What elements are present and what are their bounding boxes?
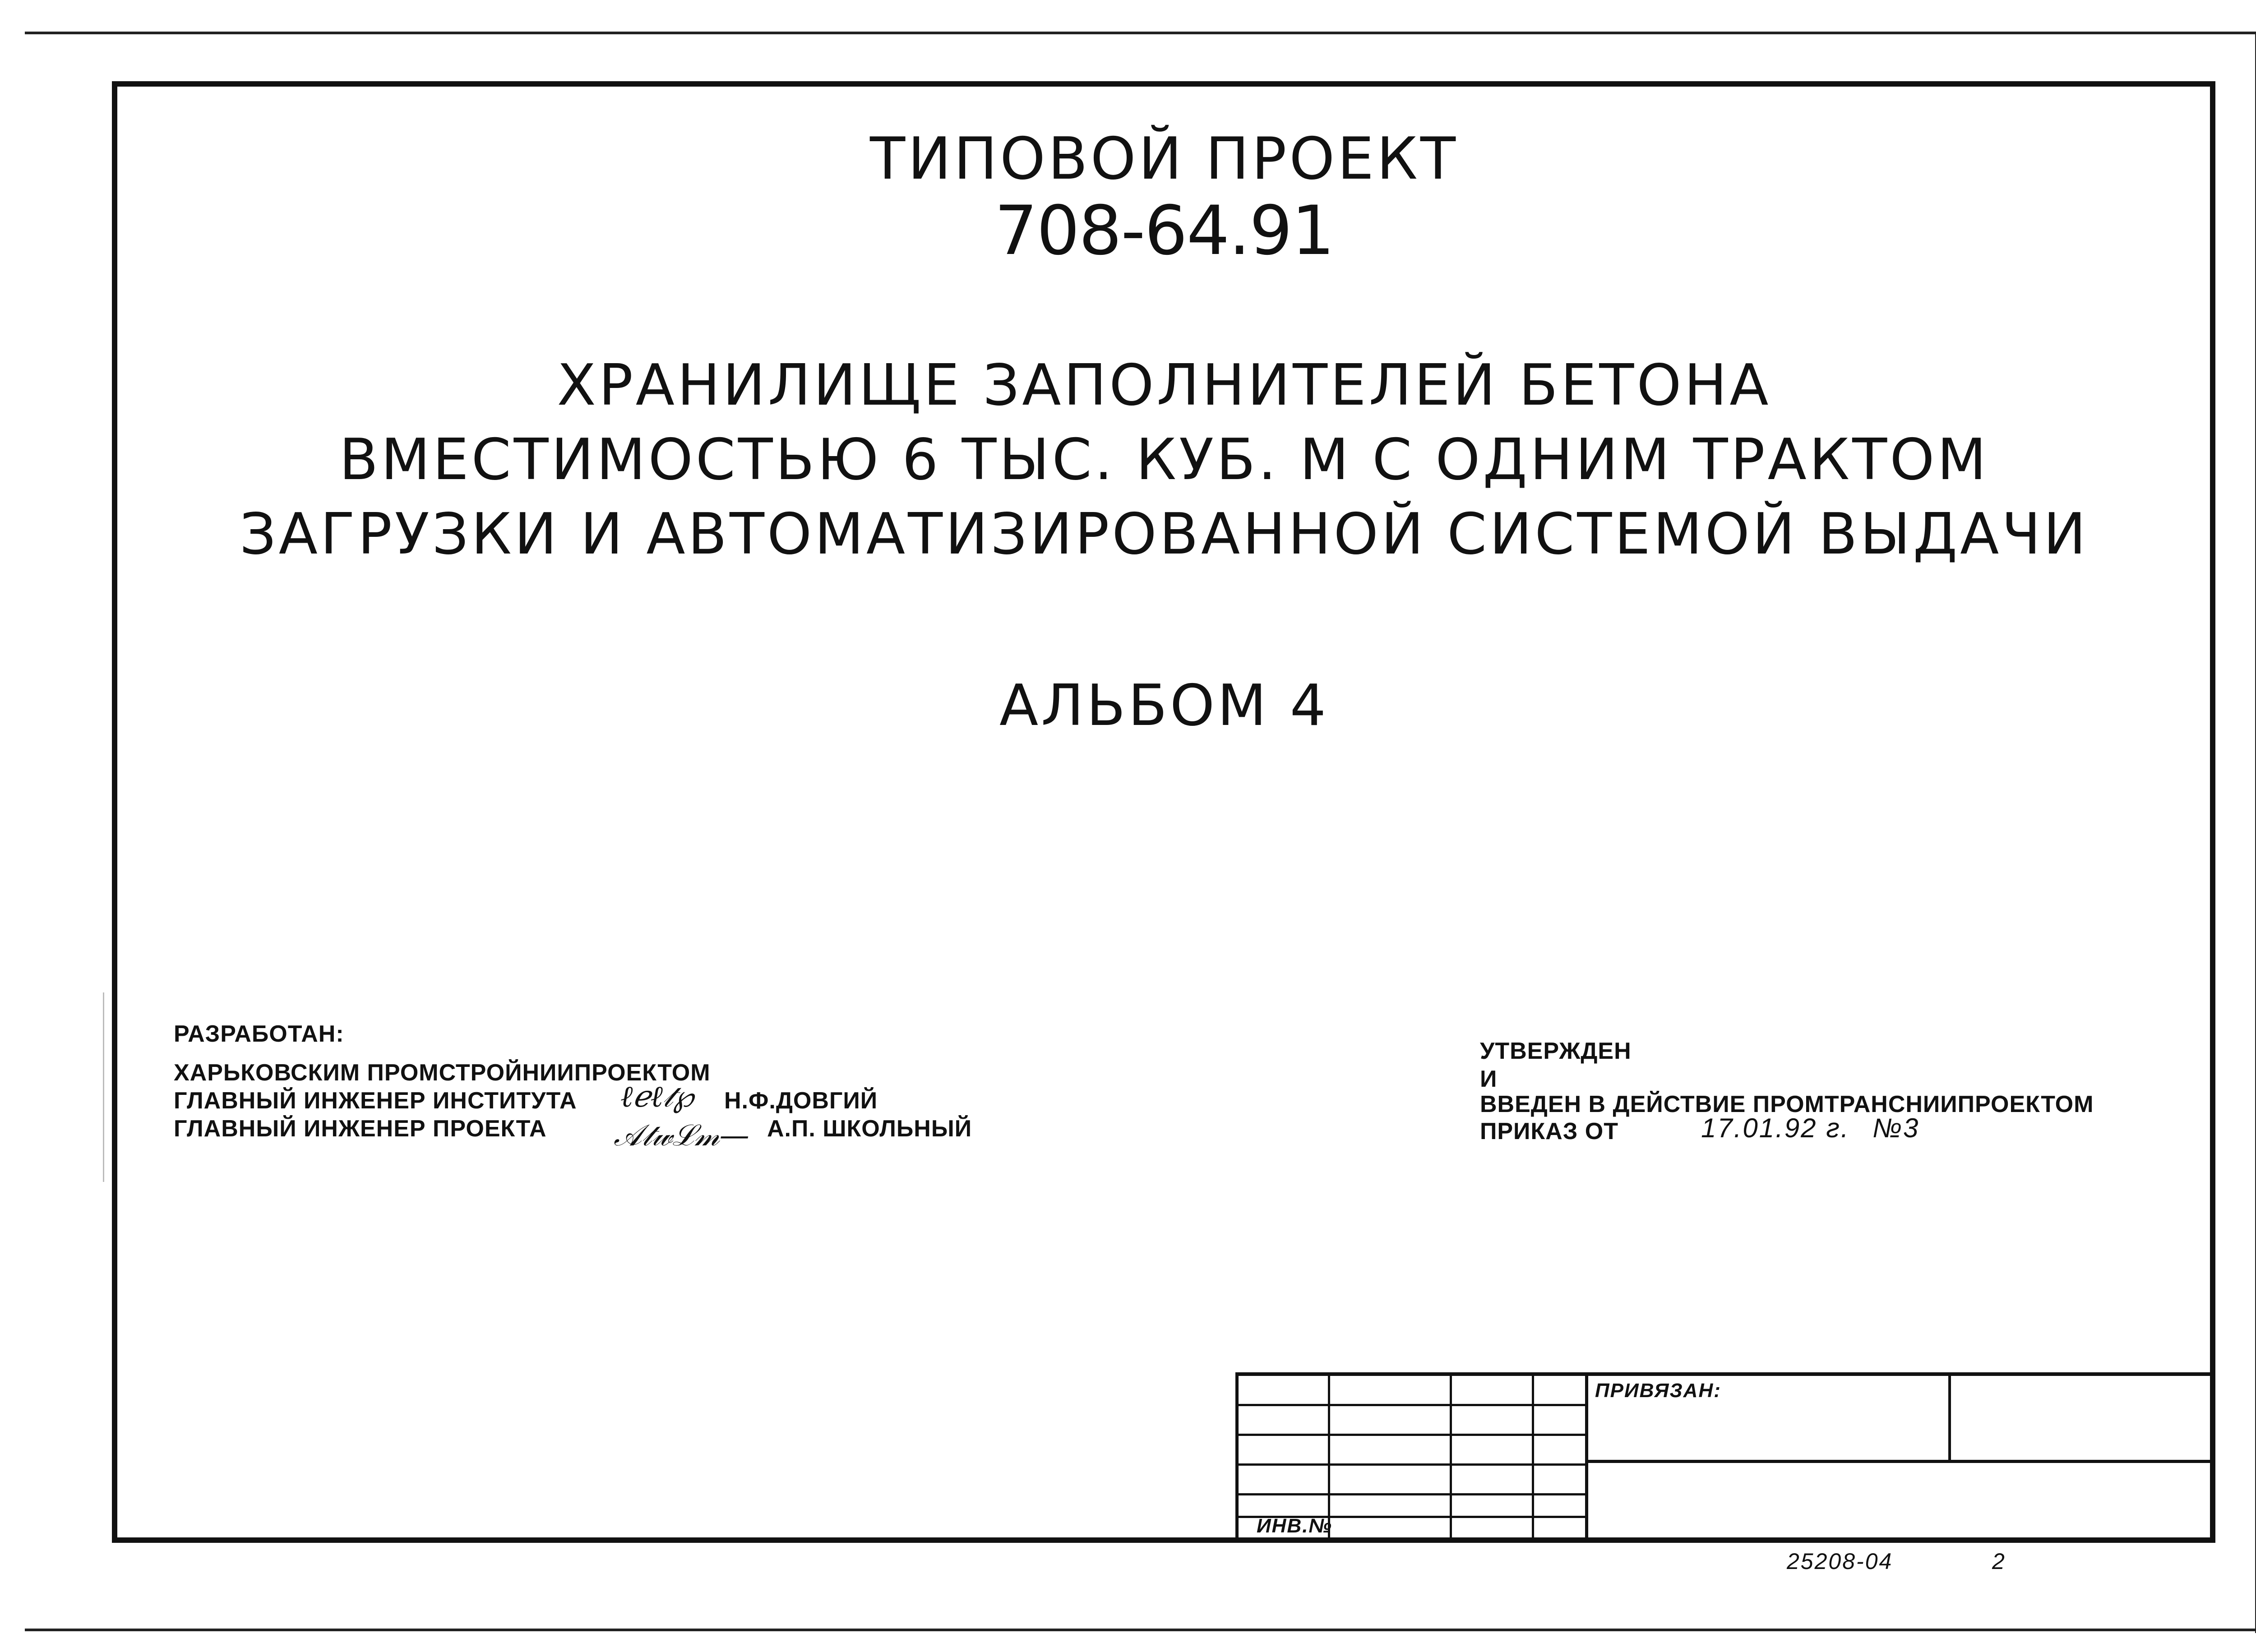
order-date: 17.01.92 г. bbox=[1701, 1113, 1850, 1143]
title-block-row-line bbox=[1236, 1404, 1587, 1406]
chief-engineer-institute-name: Н.Ф.ДОВГИЙ bbox=[724, 1088, 878, 1114]
description-line-3: ЗАГРУЗКИ И АВТОМАТИЗИРОВАННОЙ СИСТЕМОЙ ВЫДАЧИ bbox=[240, 501, 2089, 567]
signature-dovgiy: ℓℯℓ𝓉℘ bbox=[620, 1079, 694, 1114]
title-block-top-edge bbox=[1236, 1372, 2215, 1376]
developed-organization: ХАРЬКОВСКИМ ПРОМСТРОЙНИИПРОЕКТОМ bbox=[174, 1060, 711, 1086]
drawing-frame bbox=[112, 81, 2215, 1543]
order-label: ПРИКАЗ ОТ bbox=[1480, 1118, 1618, 1144]
scan-artifact-line bbox=[103, 992, 104, 1182]
order-number: №3 bbox=[1872, 1113, 1920, 1143]
scan-border-top bbox=[25, 32, 2256, 34]
description-line-2: ВМЕСТИМОСТЬЮ 6 ТЫС. КУБ. М С ОДНИМ ТРАКТОМ bbox=[339, 426, 1989, 493]
title-block-row-line bbox=[1236, 1463, 1587, 1466]
chief-engineer-project-label: ГЛАВНЫЙ ИНЖЕНЕР ПРОЕКТА bbox=[174, 1116, 547, 1142]
inventory-number-label: ИНВ.№ bbox=[1257, 1515, 1332, 1537]
project-number: 708-64.91 bbox=[994, 192, 1334, 270]
approved-line-2: И bbox=[1480, 1066, 1498, 1092]
title-block-divider bbox=[1948, 1372, 1951, 1463]
title-block-row-line bbox=[1587, 1460, 2215, 1463]
developed-heading: РАЗРАБОТАН: bbox=[174, 1021, 344, 1047]
bound-label: ПРИВЯЗАН: bbox=[1595, 1380, 1721, 1402]
scan-border-bottom bbox=[25, 1629, 2256, 1631]
chief-engineer-institute-label: ГЛАВНЫЙ ИНЖЕНЕР ИНСТИТУТА bbox=[174, 1088, 577, 1114]
approved-line-3: ВВЕДЕН В ДЕЙСТВИЕ ПРОМТРАНСНИИПРОЕКТОМ bbox=[1480, 1091, 2094, 1117]
project-type-title: ТИПОВОЙ ПРОЕКТ bbox=[869, 125, 1459, 193]
signature-shkolny: 𝒜𝓉𝓌ℒ𝓂— bbox=[614, 1118, 749, 1153]
description-line-1: ХРАНИЛИЩЕ ЗАПОЛНИТЕЛЕЙ БЕТОНА bbox=[557, 352, 1771, 418]
chief-engineer-project-name: А.П. ШКОЛЬНЫЙ bbox=[767, 1116, 972, 1142]
album-label: АЛЬБОМ 4 bbox=[999, 672, 1329, 738]
title-block-row-line bbox=[1236, 1493, 1587, 1495]
title-block-row-line bbox=[1236, 1434, 1587, 1436]
document-code: 25208-04 bbox=[1787, 1549, 1893, 1574]
approved-line-1: УТВЕРЖДЕН bbox=[1480, 1038, 1632, 1064]
sheet-number: 2 bbox=[1992, 1549, 2006, 1574]
